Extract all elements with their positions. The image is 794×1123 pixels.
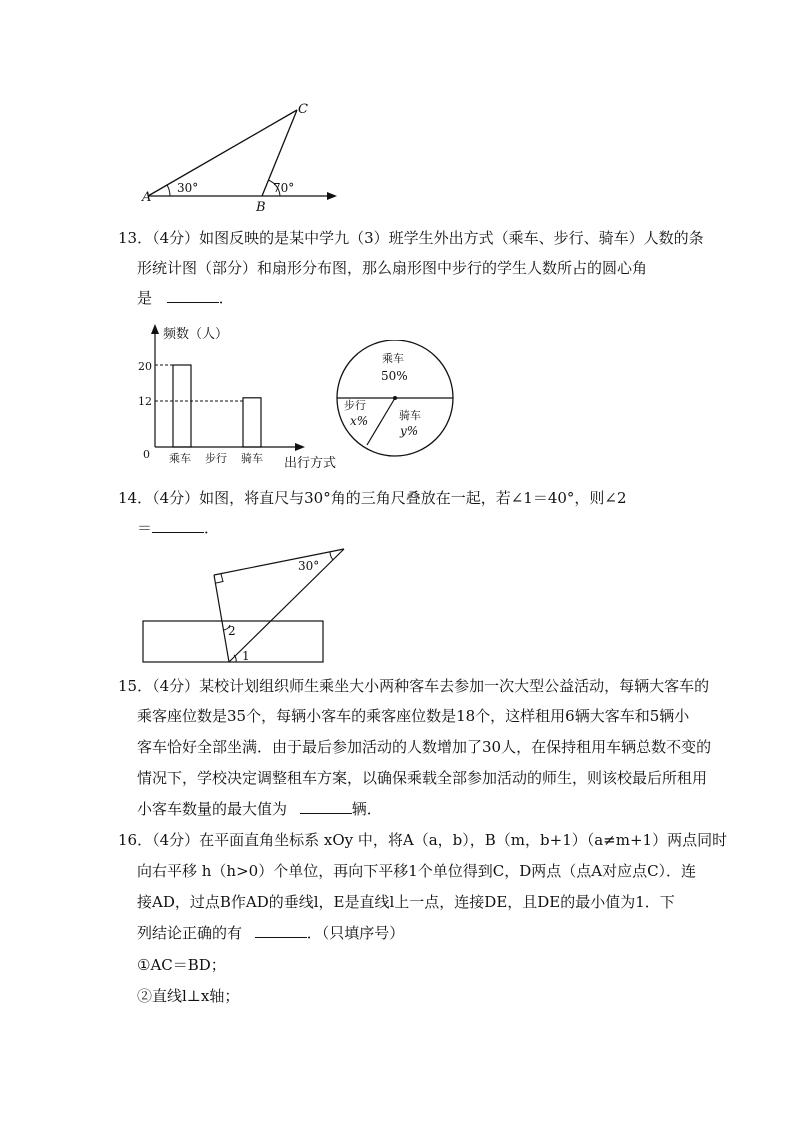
ytick-12: 12 [138,395,152,408]
q15-line2: 乘客座位数是35个，每辆小客车的乘客座位数是18个，这样租用6辆大客车和5辆小 [137,707,690,725]
q13-line2: 形统计图（部分）和扇形分布图，那么扇形图中步行的学生人数所占的圆心角 [137,259,648,277]
pie-radius [367,398,395,445]
q13-prefix: 是 [137,289,153,307]
answer-blank [300,799,352,814]
q16-option-2: ②直线l⊥x轴； [137,987,240,1005]
angle-b-label: 70° [273,181,295,195]
q16-prefix: 列结论正确的有 [137,924,243,942]
q14-line1: 14．（4分）如图，将直尺与30°角的三角尺叠放在一起，若∠1＝40°，则∠2 [118,489,627,507]
triangle-leg-top [214,549,344,575]
q14-line2 [137,518,219,538]
x-axis-label: 出行方式 [284,456,337,471]
angle-30-arc [330,552,333,560]
triangle-hypotenuse [229,549,344,662]
bar-乘车 [173,365,191,447]
q15-suffix: 辆． [351,800,382,818]
q16-line2: 向右平移 h（h>0）个单位，再向下平移1个单位得到C，D两点（点A对应点C）．连 [137,862,697,880]
label-b: B [256,200,266,212]
bar-骑车 [243,398,261,447]
answer-blank [152,518,204,533]
slice-value-骑车: y% [400,424,419,438]
label-a: A [142,190,152,205]
pie-chart [330,340,460,470]
ytick-20: 20 [138,360,152,373]
q13-suffix: ． [218,289,234,307]
slice-label-骑车: 骑车 [399,409,421,422]
answer-blank [255,923,307,938]
bar-chart [138,322,338,472]
angle-1-label: 1 [242,649,250,663]
q15-line5 [137,799,382,819]
angle-a-label: 30° [177,181,199,195]
q16-line1: 16．（4分）在平面直角坐标系 xOy 中，将A（a，b），B（m，b+1）（a≠m+1）两点同时 [118,831,728,849]
right-angle-mark [216,574,223,583]
ruler-triangle-figure [140,545,350,667]
angle-30-label: 30° [298,559,320,573]
q16-line4 [137,923,404,943]
y-axis-arrow [151,324,159,334]
q15-prefix: 小客车数量的最大值为 [137,800,288,818]
pie-center [393,396,397,400]
q16-option-1: ①AC＝BD； [137,956,226,974]
triangle-figure [140,100,345,212]
slice-label-乘车: 乘车 [382,352,404,365]
category-label-乘车: 乘车 [169,452,191,465]
category-label-骑车: 骑车 [241,452,263,465]
angle-a-arc [167,185,170,196]
slice-value-乘车: 50% [381,369,408,383]
slice-label-步行: 步行 [344,399,366,412]
q16-line3: 接AD，过点B作AD的垂线l，E是直线l上一点，连接DE，且DE的最小值为1．下 [137,893,675,911]
q15-line4: 情况下，学校决定调整租车方案，以确保乘载全部参加活动的师生，则该校最后所租用 [137,769,708,787]
x-axis-arrow [295,443,305,451]
angle-2-label: 2 [228,624,236,638]
ytick-0: 0 [143,448,150,461]
y-axis-label: 频数（人） [163,327,229,342]
q15-line1: 15．（4分）某校计划组织师生乘坐大小两种客车去参加一次大型公益活动，每辆大客车的 [118,677,710,695]
triangle-leg [214,575,229,662]
q14-prefix: ＝ [137,519,153,537]
q13-line1: 13．（4分）如图反映的是某中学九（3）班学生外出方式（乘车、步行、骑车）人数的条 [118,229,704,247]
ray-arrowhead [327,192,337,200]
label-c: C [298,102,308,117]
slice-value-步行: x% [350,414,369,428]
category-label-步行: 步行 [205,452,227,465]
answer-blank [167,288,219,303]
q15-line3: 客车恰好全部坐满．由于最后参加活动的人数增加了30人，在保持租用车辆总数不变的 [137,738,712,756]
q14-suffix: ． [204,519,220,537]
q16-suffix: ．（只填序号） [306,924,405,942]
q13-line3 [137,288,234,308]
